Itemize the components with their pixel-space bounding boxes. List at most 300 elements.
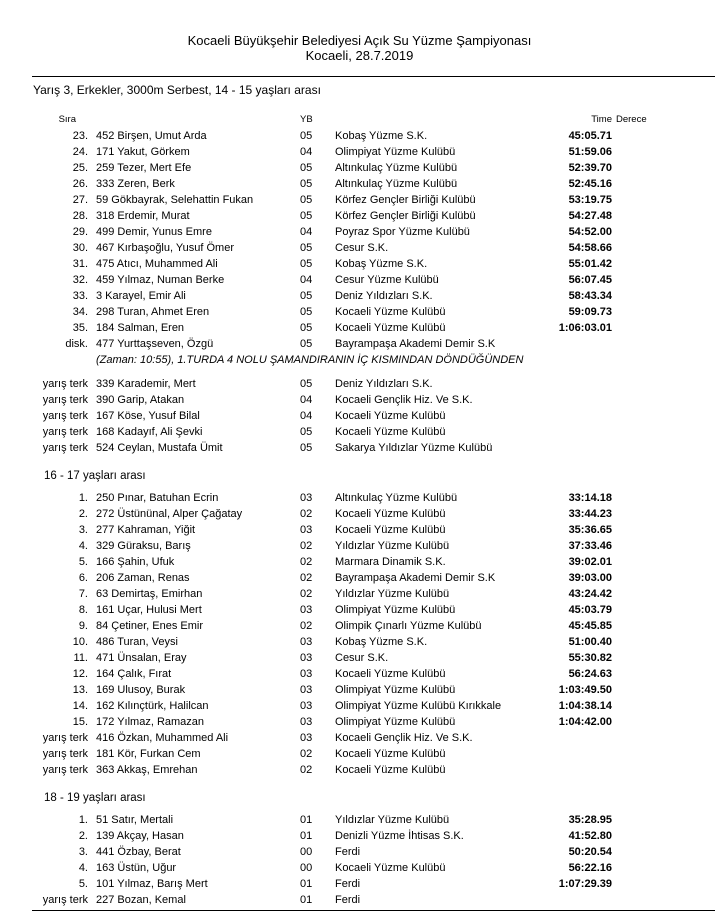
yb-cell: 04	[300, 394, 313, 406]
time-cell: 52:39.70	[568, 162, 612, 174]
club-cell: Ferdi	[335, 894, 361, 906]
rank-cell: 8.	[78, 604, 88, 616]
club-cell: Marmara Dinamik S.K.	[335, 556, 446, 568]
time-cell: 50:20.54	[568, 846, 612, 858]
time-cell: 41:52.80	[568, 830, 612, 842]
time-cell: 51:59.06	[568, 146, 612, 158]
yb-cell: 05	[300, 162, 313, 174]
derece-cell	[612, 144, 652, 160]
derece-cell	[612, 762, 652, 778]
derece-cell	[612, 554, 652, 570]
result-row	[30, 650, 719, 666]
result-row	[30, 586, 719, 602]
yb-cell: 05	[300, 178, 313, 190]
derece-cell	[612, 424, 652, 440]
yb-cell: 02	[300, 540, 313, 552]
yb-cell: 05	[300, 210, 313, 222]
derece-cell	[612, 730, 652, 746]
time-cell: 1:04:38.14	[558, 700, 612, 712]
swimmer-name-cell: 477 Yurttaşseven, Özgü	[96, 338, 214, 350]
yb-cell: 03	[300, 684, 313, 696]
rank-cell: 3.	[78, 846, 88, 858]
swimmer-name-cell: 441 Özbay, Berat	[96, 846, 181, 858]
swimmer-name-cell: 3 Karayel, Emir Ali	[96, 290, 186, 302]
result-row	[30, 538, 719, 554]
yb-cell: 05	[300, 322, 313, 334]
club-cell: Olimpik Çınarlı Yüzme Kulübü	[335, 620, 482, 632]
time-cell: 45:03.79	[568, 604, 612, 616]
club-cell: Kocaeli Gençlik Hiz. Ve S.K.	[335, 732, 473, 744]
derece-cell	[612, 844, 652, 860]
derece-cell	[612, 618, 652, 634]
derece-cell	[612, 570, 652, 586]
result-row	[30, 634, 719, 650]
rank-cell: 5.	[78, 878, 88, 890]
swimmer-name-cell: 390 Garip, Atakan	[96, 394, 185, 406]
derece-cell	[612, 272, 652, 288]
yb-cell: 02	[300, 620, 313, 632]
yb-cell: 05	[300, 442, 313, 454]
time-cell: 43:24.42	[568, 588, 612, 600]
swimmer-name-cell: 168 Kadayıf, Ali Şevki	[96, 426, 203, 438]
result-row	[30, 762, 719, 778]
time-cell: 56:07.45	[568, 274, 612, 286]
yb-cell: 02	[300, 572, 313, 584]
club-cell: Cesur S.K.	[335, 242, 389, 254]
club-cell: Cesur Yüzme Kulübü	[335, 274, 439, 286]
rank-cell: 2.	[78, 508, 88, 520]
rank-cell: 2.	[78, 830, 88, 842]
club-cell: Yıldızlar Yüzme Kulübü	[335, 540, 450, 552]
result-row	[30, 876, 719, 892]
document-header	[0, 0, 719, 63]
result-row	[30, 506, 719, 522]
event-title: Kocaeli Büyükşehir Belediyesi Açık Su Yüzme Şampiyonası	[187, 33, 532, 48]
time-cell	[538, 762, 612, 778]
derece-cell	[612, 408, 652, 424]
time-cell	[538, 408, 612, 424]
time-cell: 33:14.18	[568, 492, 612, 504]
club-cell: Poyraz Spor Yüzme Kulübü	[335, 226, 470, 238]
result-row	[30, 240, 719, 256]
time-cell: 54:52.00	[568, 226, 612, 238]
derece-cell	[612, 522, 652, 538]
yb-cell: 04	[300, 146, 313, 158]
swimmer-name-cell: 250 Pınar, Batuhan Ecrin	[96, 492, 219, 504]
rank-cell	[30, 352, 88, 368]
swimmer-name-cell: 333 Zeren, Berk	[96, 178, 175, 190]
derece-cell	[612, 320, 652, 336]
disqualification-note: (Zaman: 10:55), 1.TURDA 4 NOLU ŞAMANDIRANIN İÇ KISMINDAN DÖNDÜĞÜNDEN	[96, 354, 524, 366]
yb-cell: 05	[300, 426, 313, 438]
result-row	[30, 304, 719, 320]
result-row	[30, 128, 719, 144]
rank-cell: 28.	[72, 210, 88, 222]
swimmer-name-cell: 524 Ceylan, Mustafa Ümit	[96, 442, 223, 454]
disqualification-note-row	[30, 352, 719, 368]
derece-cell	[612, 506, 652, 522]
time-cell: 39:03.00	[568, 572, 612, 584]
swimmer-name-cell: 363 Akkaş, Emrehan	[96, 764, 198, 776]
result-row	[30, 570, 719, 586]
rank-cell: 29.	[72, 226, 88, 238]
swimmer-name-cell: 169 Ulusoy, Burak	[96, 684, 186, 696]
derece-cell	[612, 682, 652, 698]
result-row	[30, 336, 719, 352]
rank-cell: 1.	[78, 814, 88, 826]
club-cell: Körfez Gençler Birliği Kulübü	[335, 194, 476, 206]
derece-cell	[612, 634, 652, 650]
swimmer-name-cell: 298 Turan, Ahmet Eren	[96, 306, 210, 318]
swimmer-name-cell: 172 Yılmaz, Ramazan	[96, 716, 205, 728]
derece-cell	[612, 288, 652, 304]
yb-cell: 02	[300, 764, 313, 776]
club-cell: Kocaeli Yüzme Kulübü	[335, 508, 446, 520]
time-cell: 45:05.71	[568, 130, 612, 142]
yb-cell: 05	[300, 338, 313, 350]
result-row	[30, 288, 719, 304]
time-cell: 55:01.42	[568, 258, 612, 270]
rank-cell: 31.	[72, 258, 88, 270]
club-cell: Kocaeli Yüzme Kulübü	[335, 862, 446, 874]
rank-cell: 23.	[72, 130, 88, 142]
derece-cell	[612, 714, 652, 730]
rank-cell: 9.	[78, 620, 88, 632]
club-cell: Olimpiyat Yüzme Kulübü Kırıkkale	[335, 700, 502, 712]
result-row	[30, 424, 719, 440]
yb-cell: 03	[300, 716, 313, 728]
club-cell: Altınkulaç Yüzme Kulübü	[335, 162, 458, 174]
swimmer-name-cell: 101 Yılmaz, Barış Mert	[96, 878, 208, 890]
result-row	[30, 618, 719, 634]
column-header-yb: YB	[300, 114, 313, 125]
swimmer-name-cell: 166 Şahin, Ufuk	[96, 556, 175, 568]
swimmer-name-cell: 329 Güraksu, Barış	[96, 540, 191, 552]
rank-cell: 25.	[72, 162, 88, 174]
yb-cell: 04	[300, 226, 313, 238]
club-cell: Altınkulaç Yüzme Kulübü	[335, 178, 458, 190]
rank-cell: 1.	[78, 492, 88, 504]
club-cell: Sakarya Yıldızlar Yüzme Kulübü	[335, 442, 493, 454]
rank-cell: yarış terk	[42, 764, 88, 776]
swimmer-name-cell: 467 Kırbaşoğlu, Yusuf Ömer	[96, 242, 234, 254]
yb-cell: 03	[300, 524, 313, 536]
swimmer-name-cell: 139 Akçay, Hasan	[96, 830, 184, 842]
club-cell: Altınkulaç Yüzme Kulübü	[335, 492, 458, 504]
club-cell: Kocaeli Yüzme Kulübü	[335, 410, 446, 422]
result-row	[30, 392, 719, 408]
club-cell: Kobaş Yüzme S.K.	[335, 636, 428, 648]
rank-cell: 7.	[78, 588, 88, 600]
rank-cell: yarış terk	[42, 894, 88, 906]
yb-cell: 03	[300, 604, 313, 616]
derece-cell	[612, 128, 652, 144]
race-title: Yarış 3, Erkekler, 3000m Serbest, 14 - 15 yaşları arası	[33, 83, 321, 97]
club-cell: Yıldızlar Yüzme Kulübü	[335, 588, 450, 600]
derece-cell	[612, 336, 652, 352]
time-cell: 45:45.85	[568, 620, 612, 632]
result-row	[30, 844, 719, 860]
result-row	[30, 208, 719, 224]
time-cell: 54:58.66	[568, 242, 612, 254]
club-cell: Kocaeli Yüzme Kulübü	[335, 426, 446, 438]
derece-cell	[612, 602, 652, 618]
yb-cell: 00	[300, 862, 313, 874]
club-cell: Kobaş Yüzme S.K.	[335, 130, 428, 142]
result-row	[30, 376, 719, 392]
rank-cell: yarış terk	[42, 378, 88, 390]
column-header-rank: Sıra	[58, 114, 76, 125]
derece-cell	[612, 828, 652, 844]
age-group-heading: 18 - 19 yaşları arası	[44, 792, 146, 804]
event-location-date: Kocaeli, 28.7.2019	[305, 48, 414, 63]
column-header-club-spacer	[335, 112, 538, 128]
swimmer-name-cell: 181 Kör, Furkan Cem	[96, 748, 201, 760]
time-cell: 56:22.16	[568, 862, 612, 874]
yb-cell: 05	[300, 258, 313, 270]
result-row	[30, 554, 719, 570]
derece-cell	[612, 376, 652, 392]
swimmer-name-cell: 259 Tezer, Mert Efe	[96, 162, 192, 174]
club-cell: Kocaeli Yüzme Kulübü	[335, 524, 446, 536]
time-cell	[538, 424, 612, 440]
result-row	[30, 698, 719, 714]
swimmer-name-cell: 184 Salman, Eren	[96, 322, 185, 334]
club-cell: Kocaeli Gençlik Hiz. Ve S.K.	[335, 394, 473, 406]
rank-cell: 35.	[72, 322, 88, 334]
rank-cell: 6.	[78, 572, 88, 584]
swimmer-name-cell: 499 Demir, Yunus Emre	[96, 226, 212, 238]
club-cell: Kocaeli Yüzme Kulübü	[335, 306, 446, 318]
result-row	[30, 224, 719, 240]
swimmer-name-cell: 206 Zaman, Renas	[96, 572, 190, 584]
rank-cell: 5.	[78, 556, 88, 568]
yb-cell: 02	[300, 588, 313, 600]
rank-cell: 15.	[72, 716, 88, 728]
rank-cell: 12.	[72, 668, 88, 680]
time-cell	[538, 336, 612, 352]
club-cell: Kocaeli Yüzme Kulübü	[335, 748, 446, 760]
derece-cell	[612, 304, 652, 320]
derece-cell	[612, 892, 652, 908]
result-row	[30, 160, 719, 176]
derece-cell	[612, 224, 652, 240]
time-cell: 1:03:49.50	[558, 684, 612, 696]
result-row	[30, 320, 719, 336]
swimmer-name-cell: 227 Bozan, Kemal	[96, 894, 186, 906]
rank-cell: yarış terk	[42, 426, 88, 438]
yb-cell: 02	[300, 556, 313, 568]
swimmer-name-cell: 277 Kahraman, Yiğit	[96, 524, 196, 536]
club-cell: Olimpiyat Yüzme Kulübü	[335, 146, 456, 158]
derece-cell	[612, 698, 652, 714]
derece-cell	[612, 160, 652, 176]
result-row	[30, 730, 719, 746]
yb-cell: 03	[300, 636, 313, 648]
derece-cell	[612, 746, 652, 762]
header-divider-line	[32, 76, 715, 77]
time-cell: 33:44.23	[568, 508, 612, 520]
club-cell: Kobaş Yüzme S.K.	[335, 258, 428, 270]
yb-cell: 03	[300, 700, 313, 712]
yb-cell: 05	[300, 306, 313, 318]
swimmer-name-cell: 162 Kılınçtürk, Halilcan	[96, 700, 209, 712]
yb-cell: 05	[300, 130, 313, 142]
column-header-derece: Derece	[616, 114, 647, 125]
swimmer-name-cell: 318 Erdemir, Murat	[96, 210, 190, 222]
rank-cell: 24.	[72, 146, 88, 158]
club-cell: Ferdi	[335, 846, 361, 858]
swimmer-name-cell: 339 Karademir, Mert	[96, 378, 196, 390]
derece-cell	[612, 666, 652, 682]
yb-cell: 05	[300, 242, 313, 254]
time-cell	[538, 892, 612, 908]
result-row	[30, 522, 719, 538]
rank-cell: 14.	[72, 700, 88, 712]
time-cell: 55:30.82	[568, 652, 612, 664]
club-cell: Kocaeli Yüzme Kulübü	[335, 668, 446, 680]
time-cell	[538, 746, 612, 762]
yb-cell: 05	[300, 378, 313, 390]
club-cell: Deniz Yıldızları S.K.	[335, 290, 433, 302]
swimmer-name-cell: 475 Atıcı, Muhammed Ali	[96, 258, 218, 270]
result-row	[30, 602, 719, 618]
derece-cell	[612, 586, 652, 602]
yb-cell: 01	[300, 814, 313, 826]
time-cell	[538, 376, 612, 392]
result-row	[30, 490, 719, 506]
result-row	[30, 256, 719, 272]
swimmer-name-cell: 452 Birşen, Umut Arda	[96, 130, 207, 142]
swimmer-name-cell: 84 Çetiner, Enes Emir	[96, 620, 203, 632]
result-row	[30, 860, 719, 876]
time-cell: 1:06:03.01	[558, 322, 612, 334]
derece-cell	[612, 650, 652, 666]
column-header-name-spacer	[88, 112, 300, 128]
rank-cell: 4.	[78, 862, 88, 874]
club-cell: Kocaeli Yüzme Kulübü	[335, 764, 446, 776]
club-cell: Olimpiyat Yüzme Kulübü	[335, 716, 456, 728]
rank-cell: yarış terk	[42, 442, 88, 454]
result-row	[30, 828, 719, 844]
result-row	[30, 682, 719, 698]
rank-cell: 10.	[72, 636, 88, 648]
time-cell	[538, 440, 612, 456]
yb-cell: 03	[300, 668, 313, 680]
rank-cell: 3.	[78, 524, 88, 536]
derece-cell	[612, 392, 652, 408]
rank-cell: yarış terk	[42, 748, 88, 760]
derece-cell	[612, 240, 652, 256]
derece-cell	[612, 440, 652, 456]
swimmer-name-cell: 416 Özkan, Muhammed Ali	[96, 732, 229, 744]
yb-cell: 01	[300, 894, 313, 906]
club-cell: Körfez Gençler Birliği Kulübü	[335, 210, 476, 222]
time-cell: 58:43.34	[568, 290, 612, 302]
result-row	[30, 144, 719, 160]
result-row	[30, 440, 719, 456]
time-cell: 39:02.01	[568, 556, 612, 568]
derece-cell	[612, 256, 652, 272]
time-cell: 54:27.48	[568, 210, 612, 222]
club-cell: Yıldızlar Yüzme Kulübü	[335, 814, 450, 826]
time-cell: 37:33.46	[568, 540, 612, 552]
time-cell: 35:28.95	[568, 814, 612, 826]
yb-cell: 03	[300, 652, 313, 664]
swimmer-name-cell: 163 Üstün, Uğur	[96, 862, 177, 874]
time-cell: 35:36.65	[568, 524, 612, 536]
swimmer-name-cell: 63 Demirtaş, Emirhan	[96, 588, 203, 600]
rank-cell: yarış terk	[42, 394, 88, 406]
club-cell: Deniz Yıldızları S.K.	[335, 378, 433, 390]
rank-cell: 33.	[72, 290, 88, 302]
swimmer-name-cell: 471 Ünsalan, Eray	[96, 652, 187, 664]
yb-cell: 05	[300, 290, 313, 302]
rank-cell: 13.	[72, 684, 88, 696]
yb-cell: 01	[300, 878, 313, 890]
yb-cell: 04	[300, 410, 313, 422]
club-cell: Cesur S.K.	[335, 652, 389, 664]
derece-cell	[612, 812, 652, 828]
result-row	[30, 892, 719, 908]
derece-cell	[612, 490, 652, 506]
rank-cell: 26.	[72, 178, 88, 190]
yb-cell: 03	[300, 732, 313, 744]
rank-cell: 34.	[72, 306, 88, 318]
result-row	[30, 714, 719, 730]
swimmer-name-cell: 51 Satır, Mertali	[96, 814, 174, 826]
derece-cell	[612, 876, 652, 892]
time-cell: 52:45.16	[568, 178, 612, 190]
age-group-heading: 16 - 17 yaşları arası	[44, 470, 146, 482]
result-row	[30, 812, 719, 828]
rank-cell: yarış terk	[42, 732, 88, 744]
time-cell	[538, 392, 612, 408]
column-header-time: Time	[591, 114, 612, 125]
result-row	[30, 192, 719, 208]
derece-cell	[612, 176, 652, 192]
time-cell	[538, 730, 612, 746]
rank-cell: yarış terk	[42, 410, 88, 422]
club-cell: Olimpiyat Yüzme Kulübü	[335, 684, 456, 696]
result-row	[30, 746, 719, 762]
club-cell: Ferdi	[335, 878, 361, 890]
swimmer-name-cell: 459 Yılmaz, Numan Berke	[96, 274, 225, 286]
time-cell: 1:07:29.39	[558, 878, 612, 890]
yb-cell: 04	[300, 274, 313, 286]
swimmer-name-cell: 164 Çalık, Fırat	[96, 668, 172, 680]
time-cell: 53:19.75	[568, 194, 612, 206]
swimmer-name-cell: 161 Uçar, Hulusi Mert	[96, 604, 202, 616]
yb-cell: 01	[300, 830, 313, 842]
rank-cell: 27.	[72, 194, 88, 206]
result-row	[30, 408, 719, 424]
time-cell: 51:00.40	[568, 636, 612, 648]
column-header-row	[30, 112, 719, 128]
club-cell: Denizli Yüzme İhtisas S.K.	[335, 830, 464, 842]
result-row	[30, 272, 719, 288]
yb-cell: 00	[300, 846, 313, 858]
rank-cell: 32.	[72, 274, 88, 286]
swimmer-name-cell: 59 Gökbayrak, Selehattin Fukan	[96, 194, 254, 206]
footer-divider-line	[32, 910, 715, 911]
result-row	[30, 176, 719, 192]
derece-cell	[612, 860, 652, 876]
club-cell: Bayrampaşa Akademi Demir S.K	[335, 338, 496, 350]
swimmer-name-cell: 486 Turan, Veysi	[96, 636, 178, 648]
club-cell: Kocaeli Yüzme Kulübü	[335, 322, 446, 334]
rank-cell: 11.	[73, 652, 88, 664]
